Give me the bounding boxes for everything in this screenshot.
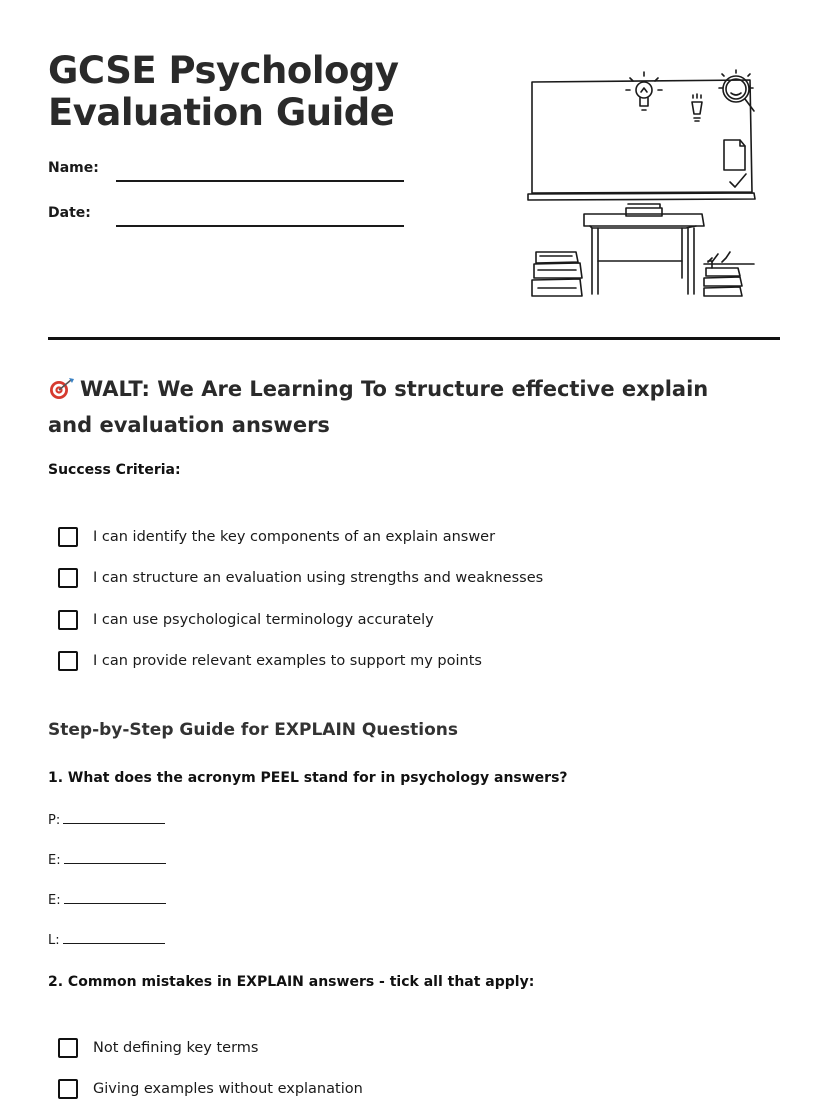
- peel-e2-line[interactable]: [48, 891, 166, 908]
- checkmark-icon: [730, 174, 746, 187]
- name-label: Name:: [48, 160, 99, 176]
- checkbox[interactable]: [58, 527, 78, 547]
- peel-e-line[interactable]: [48, 851, 166, 868]
- checkbox[interactable]: [58, 568, 78, 588]
- walt-heading: [48, 371, 748, 443]
- lightbulb-icon: [626, 72, 662, 110]
- success-criteria-item[interactable]: [58, 525, 495, 549]
- checkbox[interactable]: [58, 1079, 78, 1099]
- success-criteria-item[interactable]: [58, 649, 482, 673]
- checkbox[interactable]: [58, 1038, 78, 1058]
- date-input-line[interactable]: [116, 225, 404, 227]
- target-dart-icon: [48, 377, 76, 399]
- name-input-line[interactable]: [116, 180, 404, 182]
- peel-letter: L:: [48, 933, 60, 948]
- book-stack-icon: [532, 252, 582, 296]
- mistake-item[interactable]: [58, 1036, 258, 1060]
- book-stack-small-icon: [704, 252, 742, 296]
- success-criteria-item[interactable]: [58, 608, 434, 632]
- criteria-text: I can structure an evaluation using strengths and weaknesses: [93, 570, 544, 586]
- walt-text: WALT: We Are Learning To structure effective explain and evaluation answers: [48, 377, 709, 437]
- answer-blank[interactable]: [63, 811, 165, 824]
- criteria-text: I can use psychological terminology accurately: [93, 612, 434, 628]
- mistake-text: Giving examples without explanation: [93, 1081, 363, 1097]
- answer-blank[interactable]: [64, 851, 166, 864]
- classroom-chalkboard-illustration: [526, 66, 762, 302]
- worksheet-page: [48, 0, 780, 1118]
- mistake-text: Not defining key terms: [93, 1040, 259, 1056]
- small-lightbulb-icon: [692, 94, 702, 121]
- page-title: [48, 50, 488, 134]
- checkbox[interactable]: [58, 651, 78, 671]
- question-1: 1. What does the acronym PEEL stand for in psychology answers?: [48, 770, 568, 786]
- peel-l-line[interactable]: [48, 931, 165, 948]
- success-criteria-item[interactable]: [58, 566, 543, 590]
- question-2: 2. Common mistakes in EXPLAIN answers - tick all that apply:: [48, 974, 535, 990]
- section-divider: [48, 337, 780, 340]
- checkbox[interactable]: [58, 610, 78, 630]
- date-field: [48, 205, 91, 221]
- peel-letter: P:: [48, 813, 61, 828]
- success-criteria-label: Success Criteria:: [48, 462, 181, 478]
- mistake-item[interactable]: [58, 1077, 363, 1101]
- desk-icon: [584, 204, 754, 294]
- name-field: [48, 160, 99, 176]
- paper-note-icon: [724, 140, 745, 170]
- date-label: Date:: [48, 205, 91, 221]
- answer-blank[interactable]: [64, 891, 166, 904]
- title-line-2: Evaluation Guide: [48, 91, 395, 134]
- answer-blank[interactable]: [63, 931, 165, 944]
- criteria-text: I can identify the key components of an explain answer: [93, 529, 496, 545]
- peel-letter: E:: [48, 893, 61, 908]
- peel-letter: E:: [48, 853, 61, 868]
- peel-p-line[interactable]: [48, 811, 165, 828]
- criteria-text: I can provide relevant examples to support my points: [93, 653, 482, 669]
- magnifier-icon: [719, 70, 754, 111]
- title-line-1: GCSE Psychology: [48, 49, 399, 92]
- explain-guide-heading: Step-by-Step Guide for EXPLAIN Questions: [48, 720, 458, 740]
